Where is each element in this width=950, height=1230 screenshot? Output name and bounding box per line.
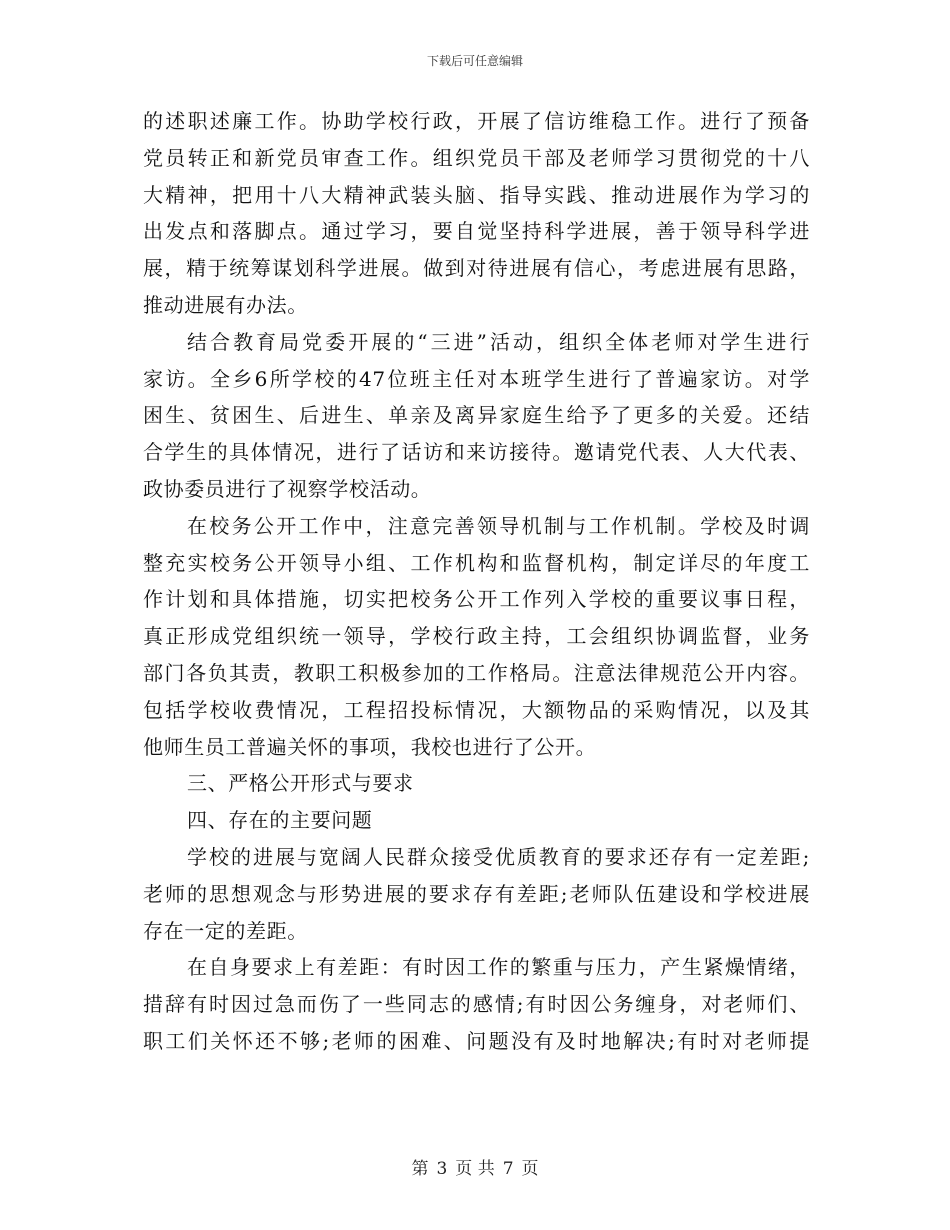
- section-heading-3: [143, 765, 810, 802]
- paragraph-7: [143, 949, 810, 1059]
- text-line: 出发点和落脚点。通过学习，要自觉坚持科学进展，善于领导科学进: [143, 219, 810, 244]
- text-line: 合学生的具体情况，进行了话访和来访接待。邀请党代表、人大代表、: [143, 440, 810, 465]
- page-header: 下载后可任意编辑: [426, 54, 523, 68]
- text-line: 他师生员工普遍关怀的事项，我校也进行了公开。: [143, 734, 597, 759]
- text-line: 结合教育局党委开展的“三进”活动，组织全体老师对学生进行: [187, 329, 810, 354]
- document-body: [143, 103, 810, 1060]
- text-line: 在自身要求上有差距：有时因工作的繁重与压力，产生紧燥情绪，: [187, 955, 810, 980]
- text-line: 包括学校收费情况，工程招投标情况，大额物品的采购情况，以及其: [143, 697, 810, 722]
- section-heading-4: [143, 802, 810, 839]
- paragraph-1: [143, 103, 810, 324]
- page-label-suffix: 页: [521, 1159, 539, 1179]
- page-label-prefix: 第: [411, 1159, 429, 1179]
- current-page-number: 3: [436, 1159, 448, 1179]
- text-line: 作计划和具体措施，切实把校务公开工作列入学校的重要议事日程，: [143, 587, 810, 612]
- text-line: 在校务公开工作中，注意完善领导机制与工作机制。学校及时调: [187, 513, 810, 538]
- text-line: 推动进展有办法。: [143, 292, 308, 317]
- paragraph-3: [143, 508, 810, 766]
- text-line: 整充实校务公开领导小组、工作机构和监督机构，制定详尽的年度工: [143, 550, 810, 575]
- paragraph-2: [143, 324, 810, 508]
- text-line: 展，精于统筹谋划科学进展。做到对待进展有信心，考虑进展有思路，: [143, 256, 810, 281]
- text-line: 真正形成党组织统一领导，学校行政主持，工会组织协调监督，业务: [143, 624, 810, 649]
- text-line: 学校的进展与宽阔人民群众接受优质教育的要求还存有一定差距;: [187, 844, 810, 869]
- section-heading: 三、严格公开形式与要求: [187, 771, 414, 796]
- text-line: 措辞有时因过急而伤了一些同志的感情;有时因公务缠身，对老师们、: [143, 992, 810, 1017]
- text-line: 家访。全乡6所学校的47位班主任对本班学生进行了普遍家访。对学: [143, 366, 810, 391]
- page-label-mid: 页 共: [455, 1159, 495, 1179]
- paragraph-6: [143, 839, 810, 949]
- text-line: 政协委员进行了视察学校活动。: [143, 476, 432, 501]
- text-line: 职工们关怀还不够;老师的困难、问题没有及时地解决;有时对老师提: [143, 1028, 810, 1053]
- text-line: 老师的思想观念与形势进展的要求存有差距;老师队伍建设和学校进展: [143, 881, 810, 906]
- text-line: 的述职述廉工作。协助学校行政，开展了信访维稳工作。进行了预备: [143, 109, 810, 133]
- text-line: 党员转正和新党员审查工作。组织党员干部及老师学习贯彻党的十八: [143, 145, 810, 170]
- section-heading: 四、存在的主要问题: [187, 808, 373, 833]
- total-pages-number: 7: [502, 1159, 514, 1179]
- text-line: 困生、贫困生、后进生、单亲及离异家庭生给予了更多的关爱。还结: [143, 403, 810, 428]
- text-line: 存在一定的差距。: [143, 918, 308, 943]
- text-line: 大精神，把用十八大精神武装头脑、指导实践、推动进展作为学习的: [143, 182, 810, 207]
- text-line: 部门各负其责，教职工积极参加的工作格局。注意法律规范公开内容。: [143, 660, 810, 685]
- page-footer: [0, 1154, 950, 1179]
